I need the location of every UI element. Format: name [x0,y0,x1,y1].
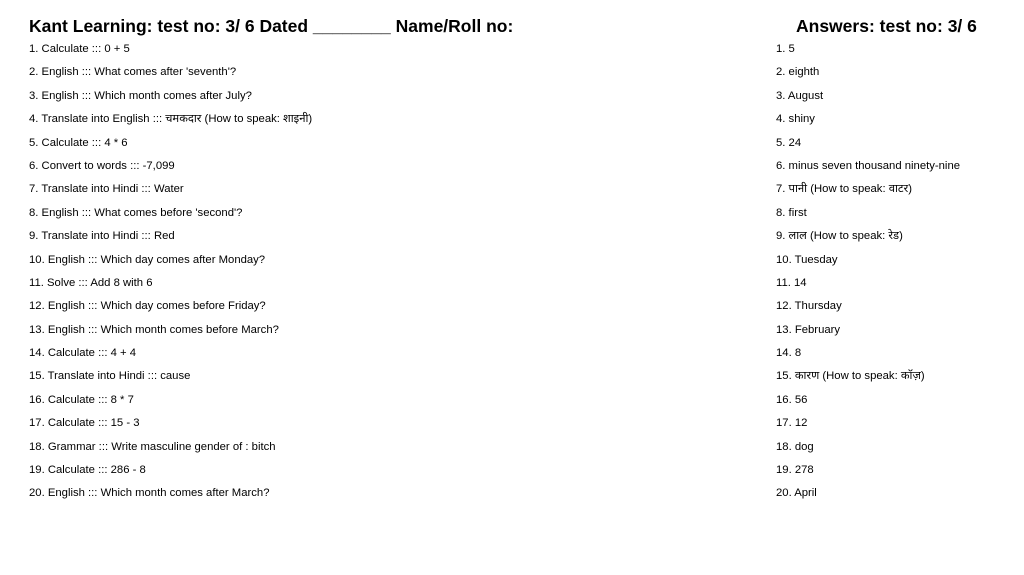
answer-item: 10. Tuesday [776,253,838,266]
answers-title: Answers: test no: 3/ 6 [796,16,977,36]
question-item: 14. Calculate ::: 4 + 4 [29,347,137,360]
question-item: 16. Calculate ::: 8 * 7 [29,393,134,406]
answer-item: 11. 14 [776,276,807,289]
answer-item: 2. eighth [776,66,820,79]
answer-list [776,42,961,510]
answer-item: 6. minus seven thousand ninety-nine [776,159,961,172]
question-item: 13. English ::: Which month comes before March? [29,323,279,336]
question-item: 6. Convert to words ::: -7,099 [29,159,175,172]
question-item: 1. Calculate ::: 0 + 5 [29,43,130,55]
question-item: 5. Calculate ::: 4 * 6 [29,136,128,149]
answer-item: 5. 24 [776,136,802,149]
answer-item: 19. 278 [776,464,814,477]
answer-item: 12. Thursday [776,300,842,313]
question-item: 12. English ::: Which day comes before Friday? [29,300,266,313]
question-list [29,42,729,510]
answer-item: 16. 56 [776,393,808,406]
question-item: 15. Translate into Hindi ::: cause [29,370,191,383]
question-item: 18. Grammar ::: Write masculine gender of : bitch [29,440,276,453]
answer-item: 8. first [776,206,807,219]
answer-item: 13. February [776,323,841,336]
answer-item: 3. August [776,89,824,102]
answer-item: 1. 5 [776,43,795,55]
answer-item: 17. 12 [776,417,808,430]
question-item: 17. Calculate ::: 15 - 3 [29,417,140,430]
question-item: 4. Translate into English ::: चमकदार (How to speak: शाइनी) [29,113,313,126]
answer-item: 15. कारण (How to speak: कॉज़) [776,370,925,383]
answer-item: 18. dog [776,440,814,453]
question-item: 2. English ::: What comes after 'seventh'? [29,66,237,79]
question-item: 7. Translate into Hindi ::: Water [29,183,184,196]
question-item: 8. English ::: What comes before 'second'? [29,206,243,219]
answer-item: 20. April [776,487,817,500]
answer-item: 7. पानी (How to speak: वाटर) [776,183,913,196]
question-item: 10. English ::: Which day comes after Monday? [29,253,266,266]
answer-item: 9. लाल (How to speak: रेड) [776,230,903,243]
page-title: Kant Learning: test no: 3/ 6 Dated ________ Name/Roll no: [29,16,514,36]
answer-item: 14. 8 [776,347,802,360]
question-item: 9. Translate into Hindi ::: Red [29,230,175,243]
question-item: 11. Solve ::: Add 8 with 6 [29,276,153,289]
answer-item: 4. shiny [776,113,815,126]
question-item: 3. English ::: Which month comes after July? [29,89,252,102]
question-item: 19. Calculate ::: 286 - 8 [29,464,146,477]
question-item: 20. English ::: Which month comes after March? [29,487,270,500]
